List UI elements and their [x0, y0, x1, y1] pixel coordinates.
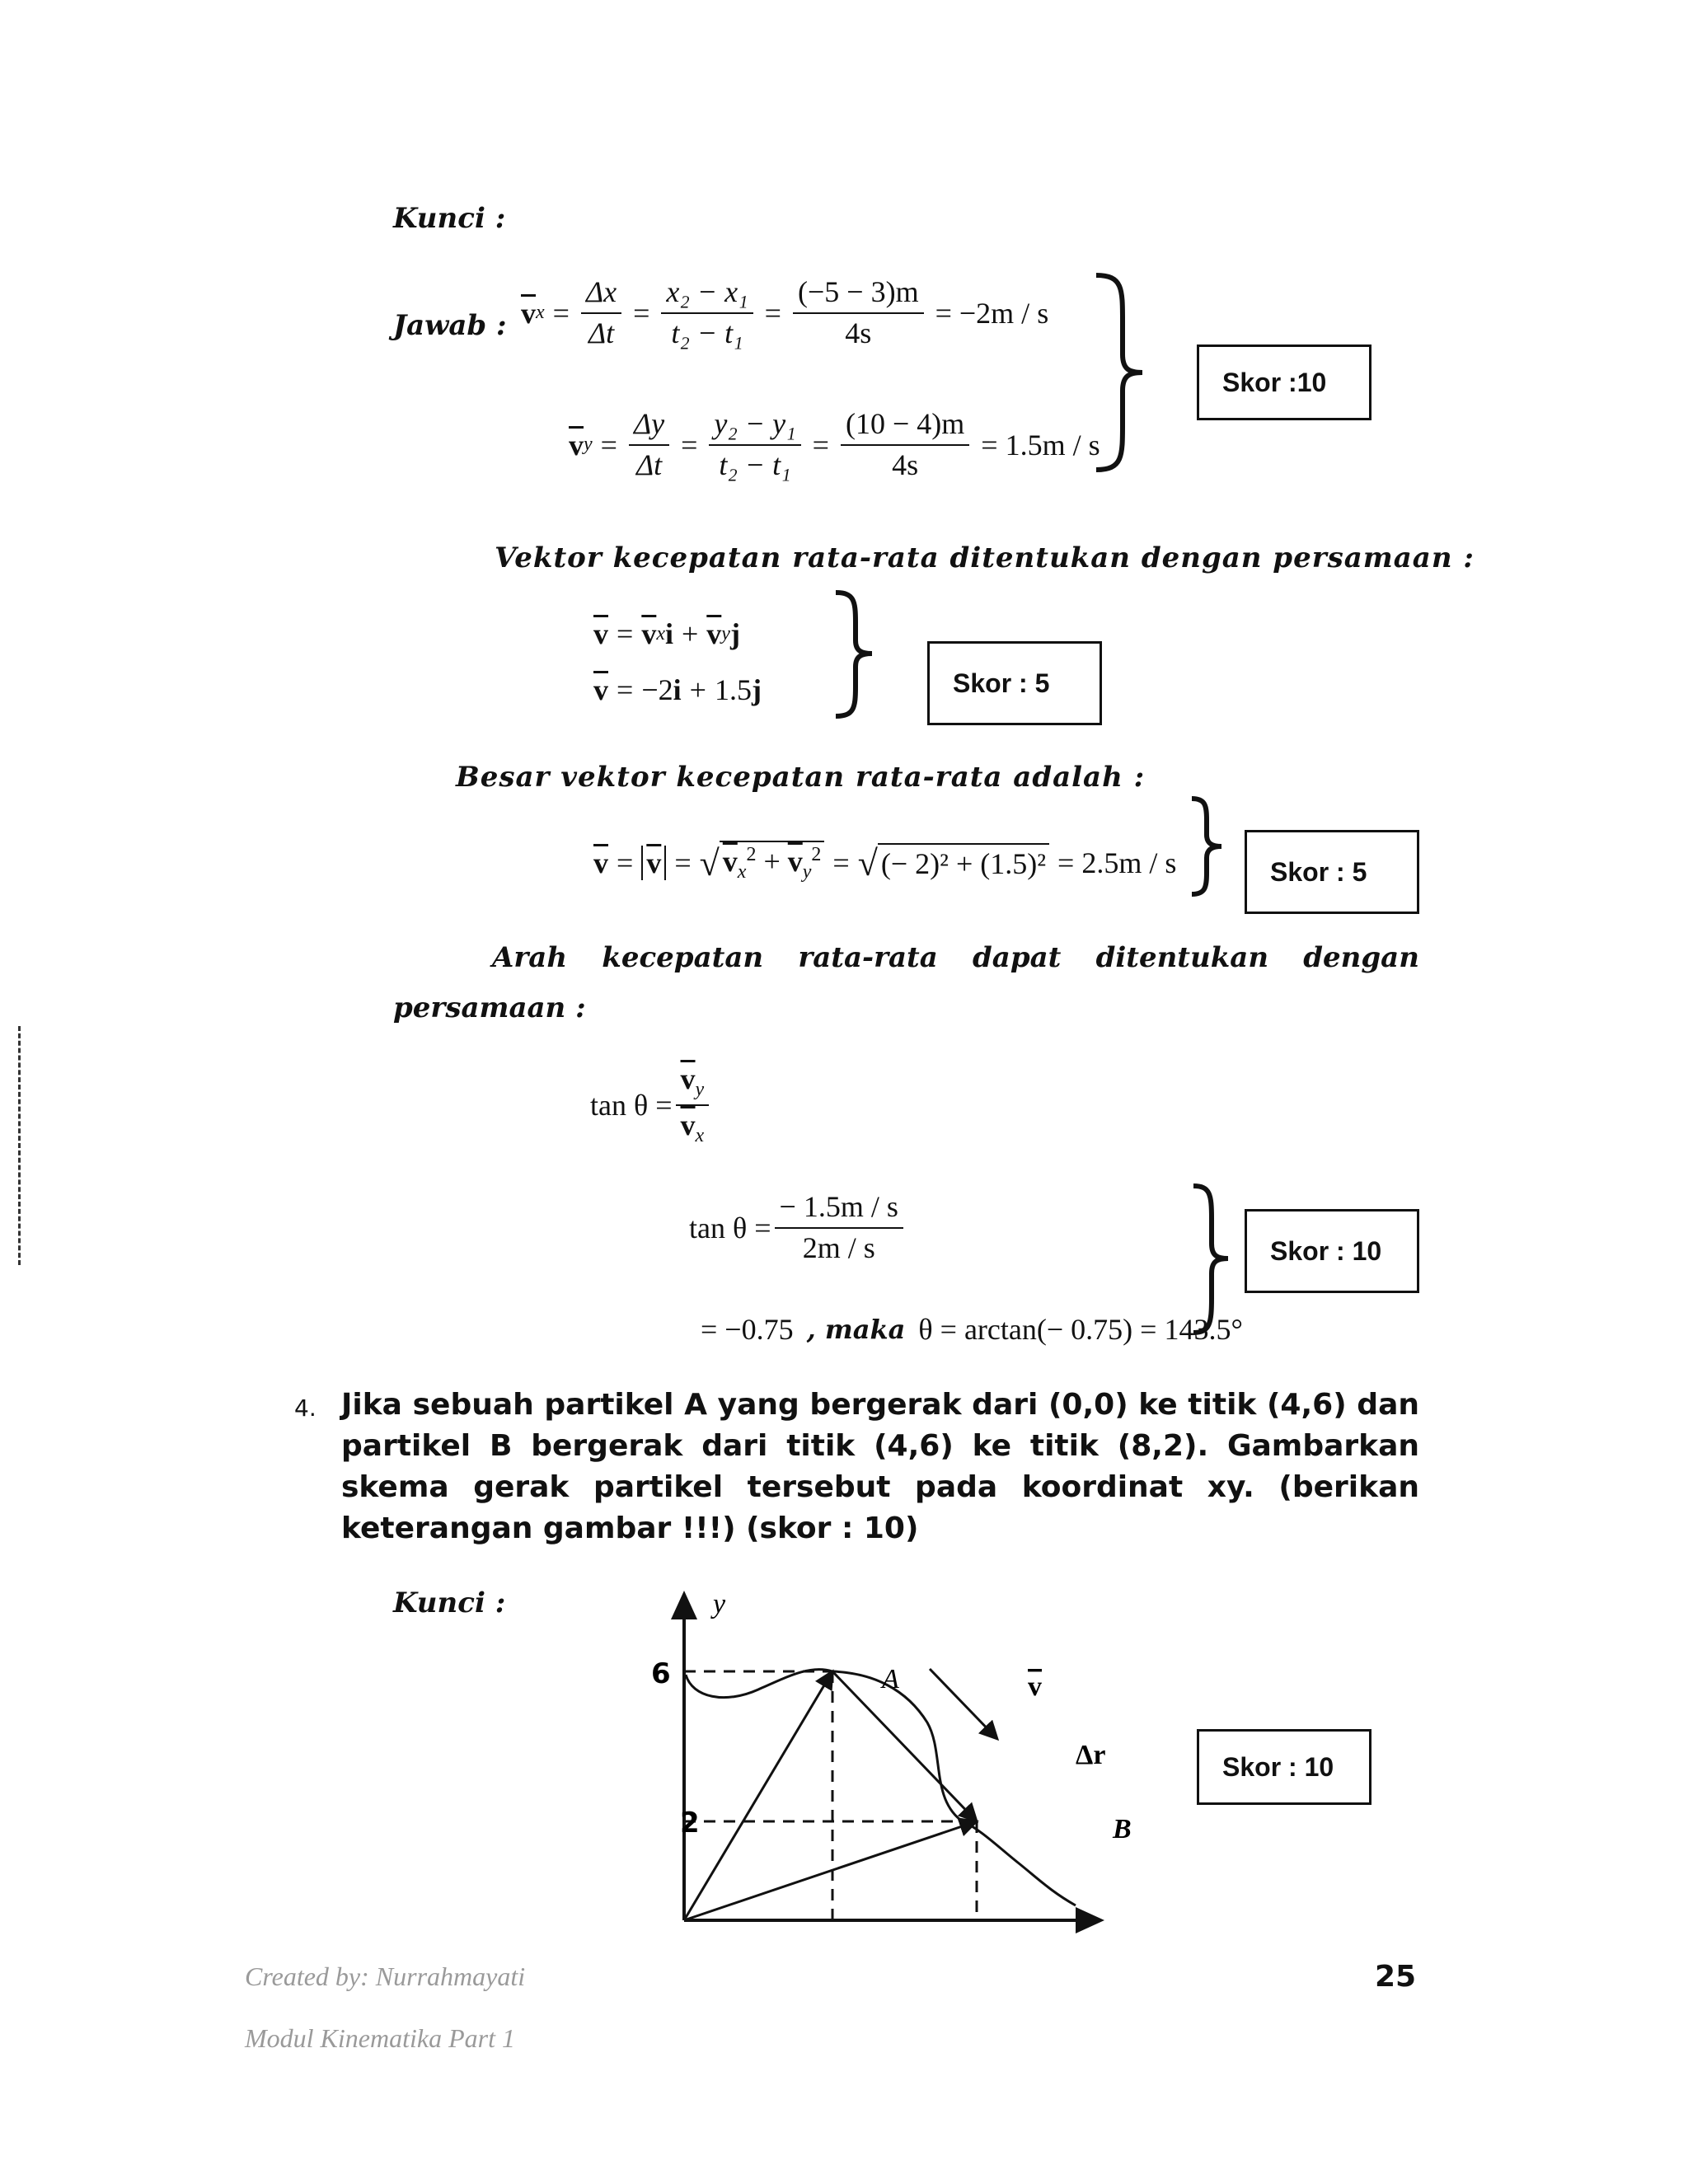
skor-box-5: Skor : 10 [1197, 1729, 1372, 1805]
velocity-arrow [930, 1669, 997, 1739]
tick-6: 6 [651, 1657, 671, 1690]
trajectory-curve [686, 1669, 1076, 1905]
vy-frac1-num: Δy [629, 408, 669, 446]
arah-word-6: dengan [1303, 941, 1419, 974]
tan-equation-2 [689, 1191, 907, 1264]
vy-frac2-num: y₂ − y₁ [709, 408, 800, 446]
kunci-label-1: Kunci : [393, 202, 506, 235]
footer-created-by: Created by: Nurrahmayati [245, 1961, 526, 1991]
arah-sentence-line2: persamaan : [393, 991, 586, 1024]
brace-1 [1090, 272, 1147, 474]
vx-frac3-den: 4s [845, 316, 872, 349]
brace-3 [1187, 795, 1228, 898]
arah-word-3: rata-rata [798, 941, 938, 974]
arah-word-4: dapat [973, 941, 1062, 974]
tan2-num: − 1.5m / s [775, 1191, 903, 1229]
vx-frac3-num: (−5 − 3)m [793, 276, 924, 314]
motion-diagram [635, 1582, 1146, 1945]
kunci-label-2: Kunci : [393, 1586, 506, 1619]
vx-symbol: $\overline{v}$ [521, 296, 536, 330]
equation-vx: $\overline{v}$ x = $\frac{\Delta x}{\Delta t}$ = $\frac{\text{x₂ − x₁}}{\text{t₂ − t₁}}$ = $\frac{(-5 - 3)m}{4s}$ = −2m / s [521, 275, 1049, 349]
x-axis-arrowhead [1076, 1907, 1104, 1933]
label-v: v [1028, 1671, 1042, 1702]
arah-word-5: ditentukan [1095, 941, 1269, 974]
margin-dashed-line [18, 1026, 21, 1265]
vx-subscript: x [536, 302, 545, 324]
arah-sentence-line1 [492, 941, 1419, 974]
arah-word-2: kecepatan [602, 941, 764, 974]
vx-frac1-den: Δt [588, 316, 615, 349]
vector-equation-2: $\overline{v}$ = −2 i + 1.5 j [593, 673, 762, 706]
label-delta-r: Δr [1076, 1740, 1106, 1770]
page-number: 25 [1375, 1960, 1417, 1994]
vy-result: = 1.5m / s [981, 428, 1100, 462]
footer-module-title: Modul Kinematika Part 1 [245, 2023, 515, 2053]
vx-frac2-den: t₂ − t₁ [671, 316, 743, 349]
vx-frac2-num: x₂ − x₁ [661, 276, 753, 314]
skor-box-2: Skor : 5 [927, 641, 1102, 725]
arah-word-1: Arah [492, 941, 568, 974]
tick-2: 2 [680, 1807, 700, 1840]
question-4-text: Jika sebuah partikel A yang bergerak dari (0,0) ke titik (4,6) dan partikel B bergerak dari titik (4,6) ke titik (8,2). Gambarkan skema gerak partikel tersebut pada koordinat xy. (berikan keterangan gambar !!!) (skor : 10) [341, 1388, 1419, 1545]
magnitude-equation: $\overline{v}$ = $\overline{v}$ = √ $v_x^2 + \overline{v}_y^2$ = √ (− 2)² + (1.5)² = 2.5m / s [593, 841, 1184, 885]
brace-2 [831, 589, 880, 721]
vy-frac2-den: t₂ − t₁ [719, 448, 791, 481]
vector-to-B [684, 1821, 977, 1920]
tan1-den-sub: x [695, 1124, 705, 1146]
equation-vy: $\overline{v}$ y = $\frac{\Delta y}{\Delta t}$ = $\frac{\text{y₂ − y₁}}{\text{t₂ − t₁}}$ = $\frac{(10 - 4)m}{4s}$ = 1.5m / s [569, 407, 1100, 481]
besar-sentence: Besar vektor kecepatan rata-rata adalah : [456, 761, 1146, 794]
vy-symbol: $\overline{v}$ [569, 428, 584, 462]
tan3-maka: , maka [806, 1314, 906, 1345]
tan3-value: = −0.75 [701, 1313, 794, 1346]
brace-4 [1189, 1183, 1238, 1339]
question-number: 4. [294, 1394, 316, 1422]
tan1-num: $\overline{v}$ [680, 1062, 696, 1095]
y-axis-arrowhead [671, 1591, 697, 1619]
vector-equation-1: $\overline{v}$ = $\overline{v}$ x i + $\overline{v}$ y j [593, 617, 740, 650]
label-A: A [882, 1664, 899, 1694]
jawab-label: Jawab : [393, 309, 507, 342]
y-axis-label: y [713, 1589, 726, 1619]
tan1-den: $\overline{v}$ [680, 1108, 696, 1141]
vx-result: = −2m / s [935, 296, 1049, 330]
magnitude-result: = 2.5m / s [1057, 846, 1177, 880]
skor-box-3: Skor : 5 [1245, 830, 1419, 914]
tan1-lhs: tan θ = [590, 1088, 673, 1122]
vy-frac1-den: Δt [635, 448, 663, 481]
skor-box-1: Skor :10 [1197, 344, 1372, 420]
tan2-den: 2m / s [802, 1230, 875, 1264]
magnitude-sqrt-values: (− 2)² + (1.5)² [878, 843, 1049, 883]
vx-frac1-num: Δx [581, 276, 621, 314]
skor-box-4: Skor : 10 [1245, 1209, 1419, 1293]
magnitude-eq-sign: = [832, 846, 850, 880]
tan-equation-1 [590, 1063, 712, 1146]
vy-frac3-num: (10 − 4)m [841, 408, 969, 446]
vector-to-A [684, 1671, 832, 1920]
tan1-num-sub: y [695, 1079, 705, 1101]
vy-frac3-den: 4s [892, 448, 919, 481]
tan2-lhs: tan θ = [689, 1211, 771, 1244]
label-B: B [1113, 1814, 1132, 1844]
tan3-theta: θ = arctan(− 0.75) = 143.5° [918, 1313, 1243, 1346]
vektor-sentence: Vektor kecepatan rata-rata ditentukan dengan persamaan : [495, 541, 1475, 574]
vy-subscript: y [584, 434, 593, 456]
tan-equation-3 [701, 1312, 1243, 1347]
